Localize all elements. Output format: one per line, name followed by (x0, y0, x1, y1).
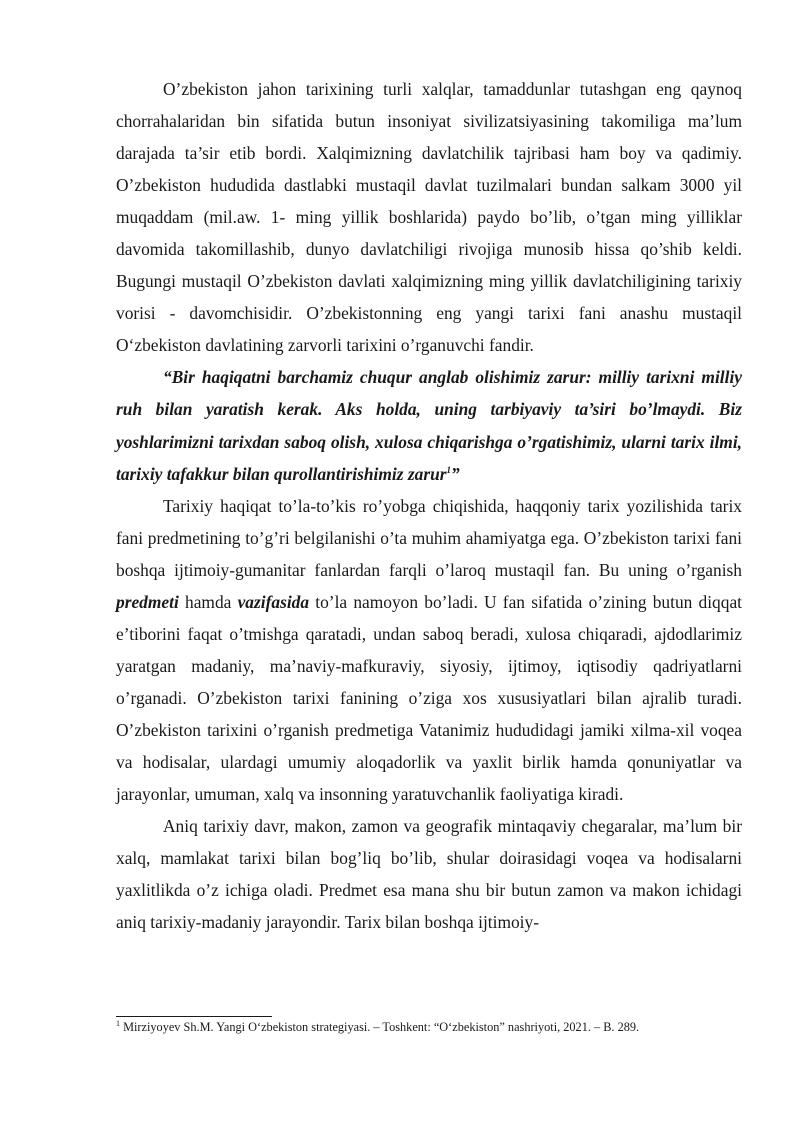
quote-paragraph (116, 361, 742, 489)
emphasis-vazifasida: vazifasida (237, 591, 310, 612)
footnote-divider (116, 1016, 272, 1017)
paragraph-subject (116, 490, 742, 810)
paragraph-subject-text-b: hamda (185, 591, 232, 612)
emphasis-predmeti: predmeti (116, 591, 179, 612)
footnote-reference[interactable]: 1 (446, 464, 452, 475)
paragraph-subject-text-a: Tarixiy haqiqat to’la-to’kis ro’yobga chiqishida, haqqoniy tarix yozilishida tarix fani predmetining to’g’ri belgilanishi o’ta muhim ahamiyatga ega. O’zbekiston tarixi fani boshqa ijtimoiy-gumanitar fanlardan farqli o’laroq mustaqil fan. Bu uning o’rganish (116, 495, 742, 580)
paragraph-subject-text-c: to’la namoyon bo’ladi. U fan sifatida o’zining butun diqqat e’tiborini faqat o’tmishga qaratadi, undan saboq beradi, xulosa chiqaradi, ajdodlarimiz yaratgan madaniy, ma’naviy-mafkuraviy, siyosiy, ijtimoy, iqtisodiy qadriyatlarni o’rganadi. O’zbekiston tarixi fanining o’ziga xos xususiyatlari bilan ajralib turadi. O’zbekiston tarixini o’rganish predmetiga Vatanimiz hududidagi jamiki xilma-xil voqea va hodisalar, ulardagi umumiy aloqadorlik va yaxlit birlik hamda qonuniyatlar va jarayonlar, umuman, xalq va insonning yaratuvchanlik faoliyatiga kiradi. (116, 591, 742, 805)
paragraph-period: Aniq tarixiy davr, makon, zamon va geografik mintaqaviy chegaralar, ma’lum bir xalq, mamlakat tarixi bilan bog’liq bo’lib, shular doirasidagi voqea va hodisalarni yaxlitlikda o’z ichiga oladi. Predmet esa mana shu bir butun zamon va makon ichidagi aniq tarixiy-madaniy jarayondir. Tarix bilan boshqa ijtimoiy- (116, 816, 742, 933)
footnote-marker: 1 (116, 1018, 120, 1028)
footnote (116, 1019, 756, 1035)
paragraph-intro: O’zbekiston jahon tarixining turli xalqlar, tamaddunlar tutashgan eng qaynoq chorrahalaridan bin sifatida butun insoniyat sivilizatsiyasining takomiliga ma’lum darajada ta’sir etib bordi. Xalqimizning davlatchilik tajribasi ham boy va qadimiy. O’zbekiston hududida dastlabki mustaqil davlat tuzilmalari bundan salkam 3000 yil muqaddam (mil.aw. 1- ming yillik boshlarida) paydo bo’lib, o’tgan ming yilliklar davomida takomillashib, dunyo davlatchiligi rivojiga munosib hissa qo’shib keldi. Bugungi mustaqil O’zbekiston davlati xalqimizning ming yillik davlatchiligining tarixiy vorisi - davomchisidir. O’zbekistonning eng yangi tarixi fani anashu mustaqil O‘zbekiston davlatining zarvorli tarixini o’rganuvchi fandir. (116, 79, 742, 356)
document-body (116, 73, 742, 938)
footnote-text: Mirziyoyev Sh.M. Yangi O‘zbekiston strategiyasi. – Toshkent: “O‘zbekiston” nashriyoti, 2021. – B. 289. (123, 1020, 640, 1034)
quote-close-mark: ” (451, 463, 460, 484)
quote-text: “Bir haqiqatni barchamiz chuqur anglab olishimiz zarur: milliy tarixni milliy ruh bilan yaratish kerak. Aks holda, uning tarbiyaviy ta’siri bo’lmaydi. Biz yoshlarimizni tarixdan saboq olish, xulosa chiqarishga o’rgatishimiz, ularni tarix ilmi, tarixiy tafakkur bilan qurollantirishimiz zarur (116, 367, 742, 484)
